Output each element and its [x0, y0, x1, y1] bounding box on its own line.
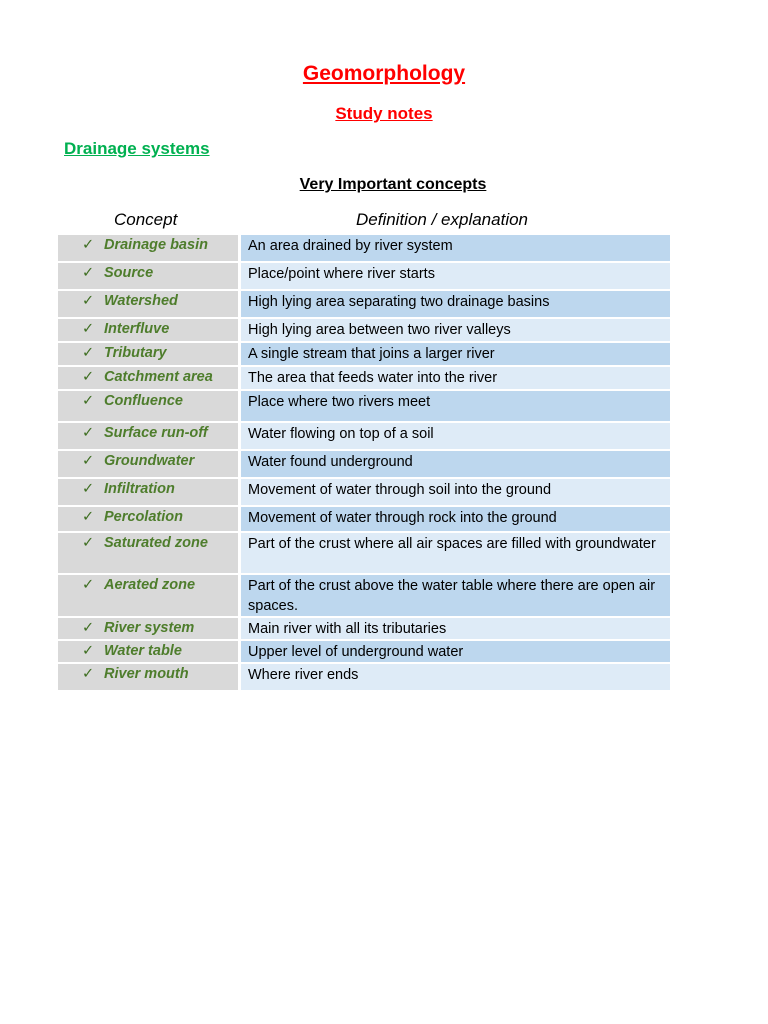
table-row	[58, 391, 670, 421]
table-row	[58, 263, 670, 289]
checkmark-icon: ✓	[82, 345, 95, 361]
concept-term-cell	[58, 423, 241, 449]
checkmark-icon: ✓	[82, 425, 95, 441]
concept-definition: Part of the crust above the water table where there are open air spaces.	[241, 575, 670, 616]
concept-term: Infiltration	[104, 481, 175, 497]
concept-term-cell	[58, 664, 241, 690]
concept-definition: Movement of water through rock into the ground	[241, 507, 670, 531]
checkmark-icon: ✓	[82, 666, 95, 682]
document-title: Geomorphology	[302, 62, 466, 85]
concept-term: Saturated zone	[104, 535, 208, 551]
concept-term-cell	[58, 391, 241, 421]
concept-term-cell	[58, 235, 241, 261]
concept-term: Water table	[104, 643, 182, 659]
table-row	[58, 319, 670, 341]
checkmark-icon: ✓	[82, 293, 95, 309]
checkmark-icon: ✓	[82, 369, 95, 385]
concept-term: Groundwater	[104, 453, 195, 469]
checkmark-icon: ✓	[82, 393, 95, 409]
concept-definition: Water found underground	[241, 451, 670, 477]
concept-term-cell	[58, 507, 241, 531]
concept-term: River system	[104, 620, 195, 636]
concept-definition: Place where two rivers meet	[241, 391, 670, 421]
concept-definition: Water flowing on top of a soil	[241, 423, 670, 449]
concept-term: Interfluve	[104, 321, 170, 337]
concept-term-cell	[58, 291, 241, 317]
table-row	[58, 367, 670, 389]
table-row	[58, 451, 670, 477]
checkmark-icon: ✓	[82, 620, 95, 636]
column-header-concept: Concept	[114, 210, 178, 229]
checkmark-icon: ✓	[82, 481, 95, 497]
concepts-table-body	[58, 235, 670, 690]
concept-definition: High lying area separating two drainage basins	[241, 291, 670, 317]
concept-term-cell	[58, 319, 241, 341]
table-row	[58, 507, 670, 531]
concept-term: Percolation	[104, 509, 183, 525]
checkmark-icon: ✓	[82, 453, 95, 469]
concept-term-cell	[58, 343, 241, 365]
concept-term-cell	[58, 451, 241, 477]
concept-term: Catchment area	[104, 369, 213, 385]
table-row	[58, 343, 670, 365]
concept-term-cell	[58, 641, 241, 662]
table-row	[58, 235, 670, 261]
concept-definition: The area that feeds water into the river	[241, 367, 670, 389]
concept-definition: A single stream that joins a larger river	[241, 343, 670, 365]
concept-term-cell	[58, 618, 241, 639]
concept-definition: An area drained by river system	[241, 235, 670, 261]
checkmark-icon: ✓	[82, 265, 95, 281]
concepts-table	[58, 233, 670, 692]
concept-term-cell	[58, 575, 241, 616]
checkmark-icon: ✓	[82, 509, 95, 525]
concepts-heading: Very Important concepts	[299, 176, 487, 193]
concept-term-cell	[58, 367, 241, 389]
concept-term: Source	[104, 265, 154, 281]
concept-term: Confluence	[104, 393, 183, 409]
concept-definition: High lying area between two river valleys	[241, 319, 670, 341]
table-row	[58, 664, 670, 690]
table-row	[58, 479, 670, 505]
document-subtitle: Study notes	[335, 104, 433, 123]
table-row	[58, 423, 670, 449]
checkmark-icon: ✓	[82, 577, 95, 593]
column-header-definition: Definition / explanation	[356, 210, 529, 229]
table-row	[58, 533, 670, 573]
concept-definition: Place/point where river starts	[241, 263, 670, 289]
concept-term: Tributary	[104, 345, 167, 361]
concept-term: Watershed	[104, 293, 178, 309]
concept-definition: Part of the crust where all air spaces are filled with groundwater	[241, 533, 670, 573]
concept-term: River mouth	[104, 666, 189, 682]
checkmark-icon: ✓	[82, 321, 95, 337]
concept-definition: Where river ends	[241, 664, 670, 690]
concept-term: Drainage basin	[104, 237, 208, 253]
table-row	[58, 575, 670, 616]
table-row	[58, 618, 670, 639]
concept-term: Surface run-off	[104, 425, 208, 441]
section-heading: Drainage systems	[64, 139, 210, 158]
concept-term-cell	[58, 263, 241, 289]
concept-term-cell	[58, 533, 241, 573]
table-row	[58, 291, 670, 317]
checkmark-icon: ✓	[82, 643, 95, 659]
table-row	[58, 641, 670, 662]
checkmark-icon: ✓	[82, 535, 95, 551]
concept-term: Aerated zone	[104, 577, 196, 593]
concept-definition: Movement of water through soil into the ground	[241, 479, 670, 505]
concept-term-cell	[58, 479, 241, 505]
concept-definition: Main river with all its tributaries	[241, 618, 670, 639]
concept-definition: Upper level of underground water	[241, 641, 670, 662]
checkmark-icon: ✓	[82, 237, 95, 253]
